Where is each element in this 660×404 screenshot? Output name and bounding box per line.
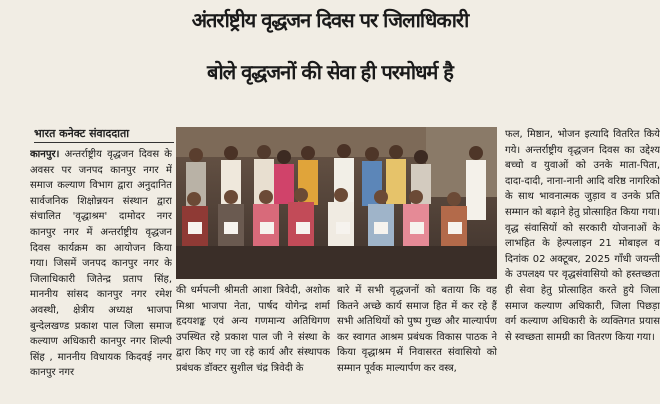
event-photo-illustration xyxy=(176,127,497,279)
article-column-2 xyxy=(176,283,330,404)
dateline: कानपुर। xyxy=(30,149,60,160)
byline: भारत कनेक्ट संवाददाता xyxy=(34,126,174,143)
article-column-4-text: फल, मिष्ठान, भोजन इत्यादि वितरित किये गये। अन्तर्राष्ट्रीय वृद्धजन दिवस का उद्देश्य बच्चो व युवाओं को उनके माता-पिता, दादा-दादी, नाना-नानी आदि वरिष्ठ नागरिको के साथ भावनात्मक जुड़ाव व उनके प्रति सम्मान को बढ़ाने हेतु प्रोत्साहित किया गया। वृद्ध संवासियों को सरकारी योजनाओं के लाभहित के हेल्पलाइन 21 मोबाइल व दिनांक 02 अक्टूबर, 2025 गाँधी जयन्ती के उपलक्ष्य पर वृद्धसंवासियो को हस्तच्छता ही सेवा हेतु प्रोत्साहित करते हुये जिला समाज कल्याण अधिकारी, जिला पिछड़ा वर्ग कल्याण अधिकारी के व्यक्तिगत प्रयास से स्वच्छता सामग्री का वितरण किया गया। xyxy=(505,129,660,343)
article-column-1 xyxy=(30,147,172,404)
headline-line-1: अंतर्राष्ट्रीय वृद्धजन दिवस पर जिलाधिकारी xyxy=(191,8,469,32)
event-photo xyxy=(176,127,497,279)
headline-line-2: बोले वृद्धजनों की सेवा ही परमोधर्म है xyxy=(207,60,453,84)
article-column-3-text: बारे में सभी वृद्धजनों को बताया कि वह कितने अच्छे कार्य समाज हित में कर रहे हैं सभी अतिथियों को पुष्प गुच्छ और माल्यार्पण कर स्वागत आश्रम प्रबंधक विकास पाठक ने किया वृद्धाश्रम में निवासरत संवासियो को सम्मान पूर्वक माल्यार्पण कर वस्त्र, xyxy=(337,285,497,374)
article-column-2-text: की धर्मपत्नी श्रीमती आशा त्रिवेदी, अशोक मिश्रा भाजपा नेता, पार्षद योगेन्द्र शर्मा हृदयशङ्क एवं अन्य गणमान्य अतिथिगण उपस्थित रहे प्रकाश पाल जी ने संस्था के द्वारा किए गए जा रहे कार्य और संस्थापक प्रबंधक डॉक्टर सुशील चंद्र त्रिवेदी के xyxy=(176,285,330,374)
article-column-4 xyxy=(505,127,660,404)
article-column-3 xyxy=(337,283,497,404)
article-column-1-text: अन्तर्राष्ट्रीय वृद्धजन दिवस के अवसर पर जनपद कानपुर नगर में समाज कल्याण विभाग द्वारा अनुदानित सार्वजनिक शिक्षोन्नयन संस्थान द्वारा संचालित 'वृद्धाश्रम' दामोदर नगर कानपुर नगर में अन्तर्राष्ट्रीय वृद्धजन दिवस कार्यक्रम का आयोजन किया गया। जिसमें जनपद कानपुर नगर के जिलाधिकारी जितेन्द्र प्रताप सिंह, माननीय सांसद कानपुर नगर रमेश अवस्थी, क्षेत्रीय अध्यक्ष भाजपा बुन्देलखण्ड प्रकाश पाल जिला समाज कल्याण अधिकारी कानपुर नगर शिल्पी सिंह , माननीय विधायक किदवई नगर कानपुर नगर xyxy=(30,149,172,379)
